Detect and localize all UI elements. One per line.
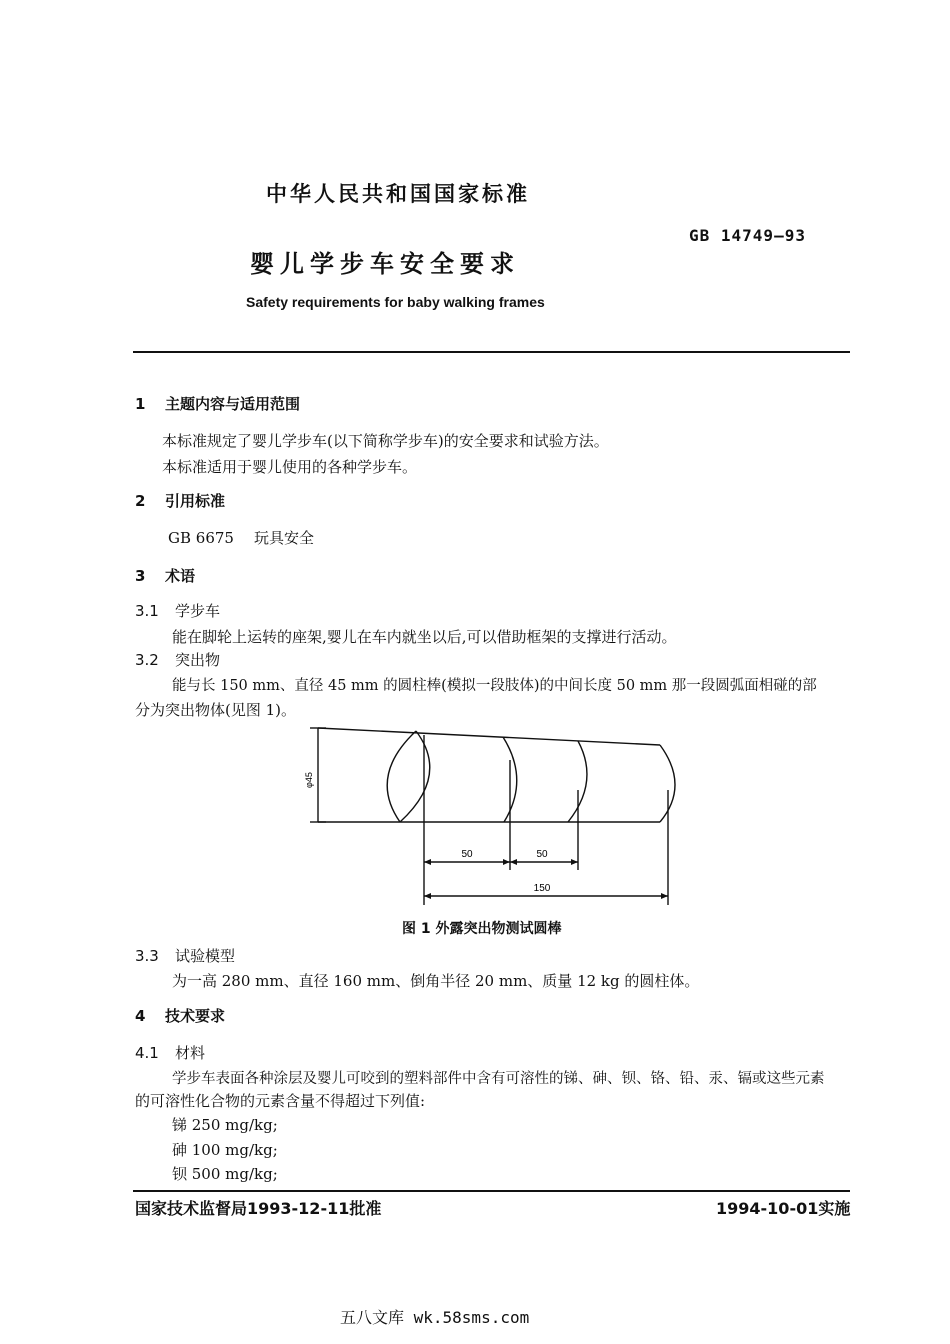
- section-number: 3: [135, 567, 146, 585]
- subsection-title: 材料: [175, 1044, 206, 1062]
- limit-item-arsenic: 砷 100 mg/kg;: [172, 1141, 278, 1159]
- arrow-head: [510, 859, 517, 865]
- section-number: 4: [135, 1007, 146, 1025]
- dimension-label-50-first: 50: [461, 849, 473, 860]
- rod-left-arc-back: [400, 731, 430, 822]
- watermark-text: 五八文库 wk.58sms.com: [340, 1308, 530, 1327]
- section-3-heading: [135, 565, 195, 586]
- subsection-4-1-text-line-1: 学步车表面各种涂层及婴儿可咬到的塑料部件中含有可溶性的锑、砷、钡、铬、铅、汞、镉或这些元素: [172, 1071, 825, 1087]
- effective-date: 1994-10-01实施: [716, 1199, 851, 1218]
- arrow-head: [661, 893, 668, 899]
- reference-code: GB 6675: [168, 529, 234, 547]
- section-number: 2: [135, 492, 146, 510]
- subsection-3-3-heading: [135, 945, 235, 966]
- subsection-4-1-text-line-2: 的可溶性化合物的元素含量不得超过下列值:: [135, 1092, 426, 1110]
- document-title: 婴儿学步车安全要求: [250, 250, 520, 278]
- arrow-head: [424, 859, 431, 865]
- dimension-label-50-second: 50: [536, 849, 548, 860]
- subsection-number: 4.1: [135, 1044, 159, 1062]
- limit-item-barium: 钡 500 mg/kg;: [172, 1165, 278, 1183]
- standard-code: GB 14749—93: [689, 226, 806, 245]
- subsection-3-2-text-line-1: 能与长 150 mm、直径 45 mm 的圆柱棒(模拟一段肢体)的中间长度 50 mm 那一段圆弧面相碰的部: [172, 678, 817, 694]
- section-4-heading: [135, 1005, 225, 1026]
- rod-top-edge: [318, 728, 660, 745]
- subsection-number: 3.1: [135, 602, 159, 620]
- diameter-label: φ45: [304, 772, 314, 788]
- reference-standard: [168, 527, 314, 548]
- section-title: 主题内容与适用范围: [165, 395, 301, 413]
- reference-name: 玩具安全: [253, 529, 314, 547]
- subsection-3-2-heading: [135, 649, 220, 670]
- approval-info: 国家技术监督局1993-12-11批准: [135, 1199, 382, 1218]
- subsection-title: 学步车: [175, 602, 221, 620]
- section-title: 技术要求: [165, 1007, 226, 1025]
- rod-left-arc: [387, 731, 416, 822]
- dimension-label-150: 150: [533, 883, 551, 894]
- document-subtitle: Safety requirements for baby walking frames: [246, 294, 545, 310]
- section-number: 1: [135, 395, 146, 413]
- section-title: 引用标准: [165, 492, 226, 510]
- subsection-3-2-text-line-2: 分为突出物体(见图 1)。: [135, 701, 297, 719]
- footer-rule: [133, 1190, 850, 1192]
- section-2-heading: [135, 490, 225, 511]
- section-title: 术语: [165, 567, 196, 585]
- standard-title: 中华人民共和国国家标准: [266, 182, 530, 206]
- figure-1-caption: 图 1 外露突出物测试圆棒: [402, 921, 562, 937]
- subsection-number: 3.3: [135, 947, 159, 965]
- limit-item-antimony: 锑 250 mg/kg;: [172, 1116, 278, 1134]
- header-rule: [133, 351, 850, 353]
- subsection-number: 3.2: [135, 651, 159, 669]
- arrow-head: [571, 859, 578, 865]
- subsection-3-1-heading: [135, 600, 220, 621]
- section-1-paragraph-1: 本标准规定了婴儿学步车(以下简称学步车)的安全要求和试验方法。: [162, 432, 609, 450]
- subsection-3-1-text: 能在脚轮上运转的座架,婴儿在车内就坐以后,可以借助框架的支撑进行活动。: [172, 628, 677, 646]
- subsection-4-1-heading: [135, 1042, 205, 1063]
- section-1-paragraph-2: 本标准适用于婴儿使用的各种学步车。: [162, 458, 418, 476]
- subsection-3-3-text: 为一高 280 mm、直径 160 mm、倒角半径 20 mm、质量 12 kg 的圆柱体。: [172, 972, 700, 990]
- subsection-title: 试验模型: [175, 947, 236, 965]
- subsection-title: 突出物: [175, 651, 221, 669]
- arrow-head: [424, 893, 431, 899]
- section-1-heading: [135, 393, 300, 414]
- arrow-head: [503, 859, 510, 865]
- figure-1-test-rod: [290, 720, 680, 920]
